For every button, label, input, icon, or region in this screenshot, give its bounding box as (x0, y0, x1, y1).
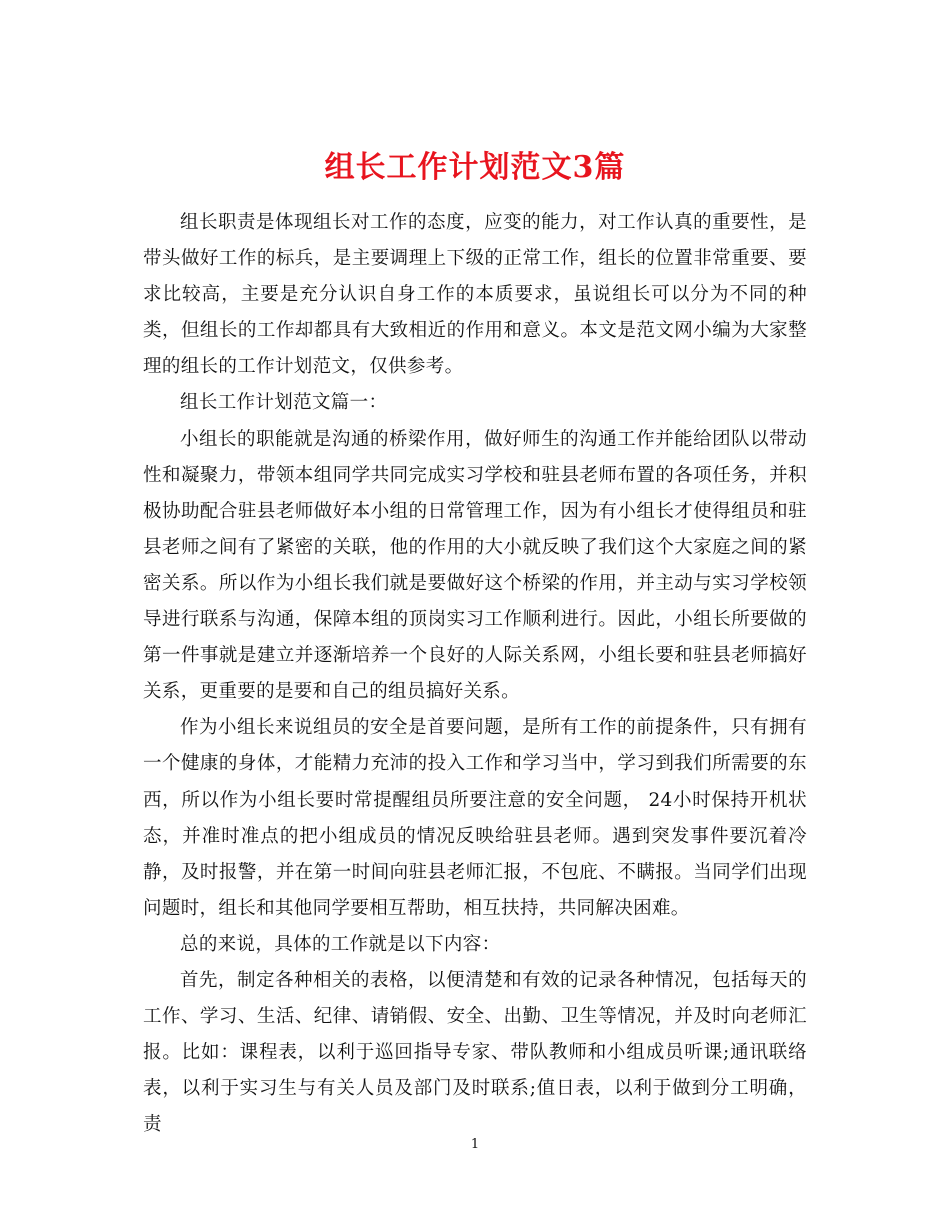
paragraph-first-tasks: 首先，制定各种相关的表格，以便清楚和有效的记录各种情况，包括每天的工作、学习、生活、纪律、请销假、安全、出勤、卫生等情况，并及时向老师汇报。比如：课程表，以利于巡回指导专家、带队教师和小组成员听课;通讯联络表，以利于实习生与有关人员及部门及时联系;值日表，以利于做到分工明确，责 (143, 969, 807, 1136)
page-number: 1 (470, 1137, 480, 1152)
paragraph-bridge-role: 小组长的职能就是沟通的桥梁作用，做好师生的沟通工作并能给团队以带动性和凝聚力，带领本组同学共同完成实习学校和驻县老师布置的各项任务，并积极协助配合驻县老师做好本小组的日常管理工作，因为有小组长才使得组员和驻县老师之间有了紧密的关联，他的作用的大小就反映了我们这个大家庭之间的紧密关系。所以作为小组长我们就是要做好这个桥梁的作用，并主动与实习学校领导进行联系与沟通，保障本组的顶岗实习工作顺利进行。因此，小组长所要做的第一件事就是建立并逐渐培养一个良好的人际关系网，小组长要和驻县老师搞好关系，更重要的是要和自己的组员搞好关系。 (143, 428, 807, 703)
paragraph-intro: 组长职责是体现组长对工作的态度，应变的能力，对工作认真的重要性，是带头做好工作的标兵，是主要调理上下级的正常工作，组长的位置非常重要、要求比较高，主要是充分认识自身工作的本质要求，虽说组长可以分为不同的种类，但组长的工作却都具有大致相近的作用和意义。本文是范文网小编为大家整理的组长的工作计划范文，仅供参考。 (143, 212, 807, 378)
paragraph-summary: 总的来说，具体的工作就是以下内容： (180, 933, 501, 955)
document-body (143, 205, 807, 1143)
paragraph-safety: 作为小组长来说组员的安全是首要问题，是所有工作的前提条件，只有拥有一个健康的身体，才能精力充沛的投入工作和学习当中，学习到我们所需要的东西，所以作为小组长要时常提醒组员所要注意的安全问题， 24小时保持开机状态，并准时准点的把小组成员的情况反映给驻县老师。遇到突发事件要沉着冷静，及时报警，并在第一时间向驻县老师汇报，不包庇、不瞒报。当同学们出现问题时，组长和其他同学要相互帮助，相互扶持，共同解决困难。 (143, 717, 807, 919)
page-title: 组长工作计划范文3篇 (324, 150, 626, 186)
paragraph-section-heading: 组长工作计划范文篇一： (180, 392, 388, 414)
